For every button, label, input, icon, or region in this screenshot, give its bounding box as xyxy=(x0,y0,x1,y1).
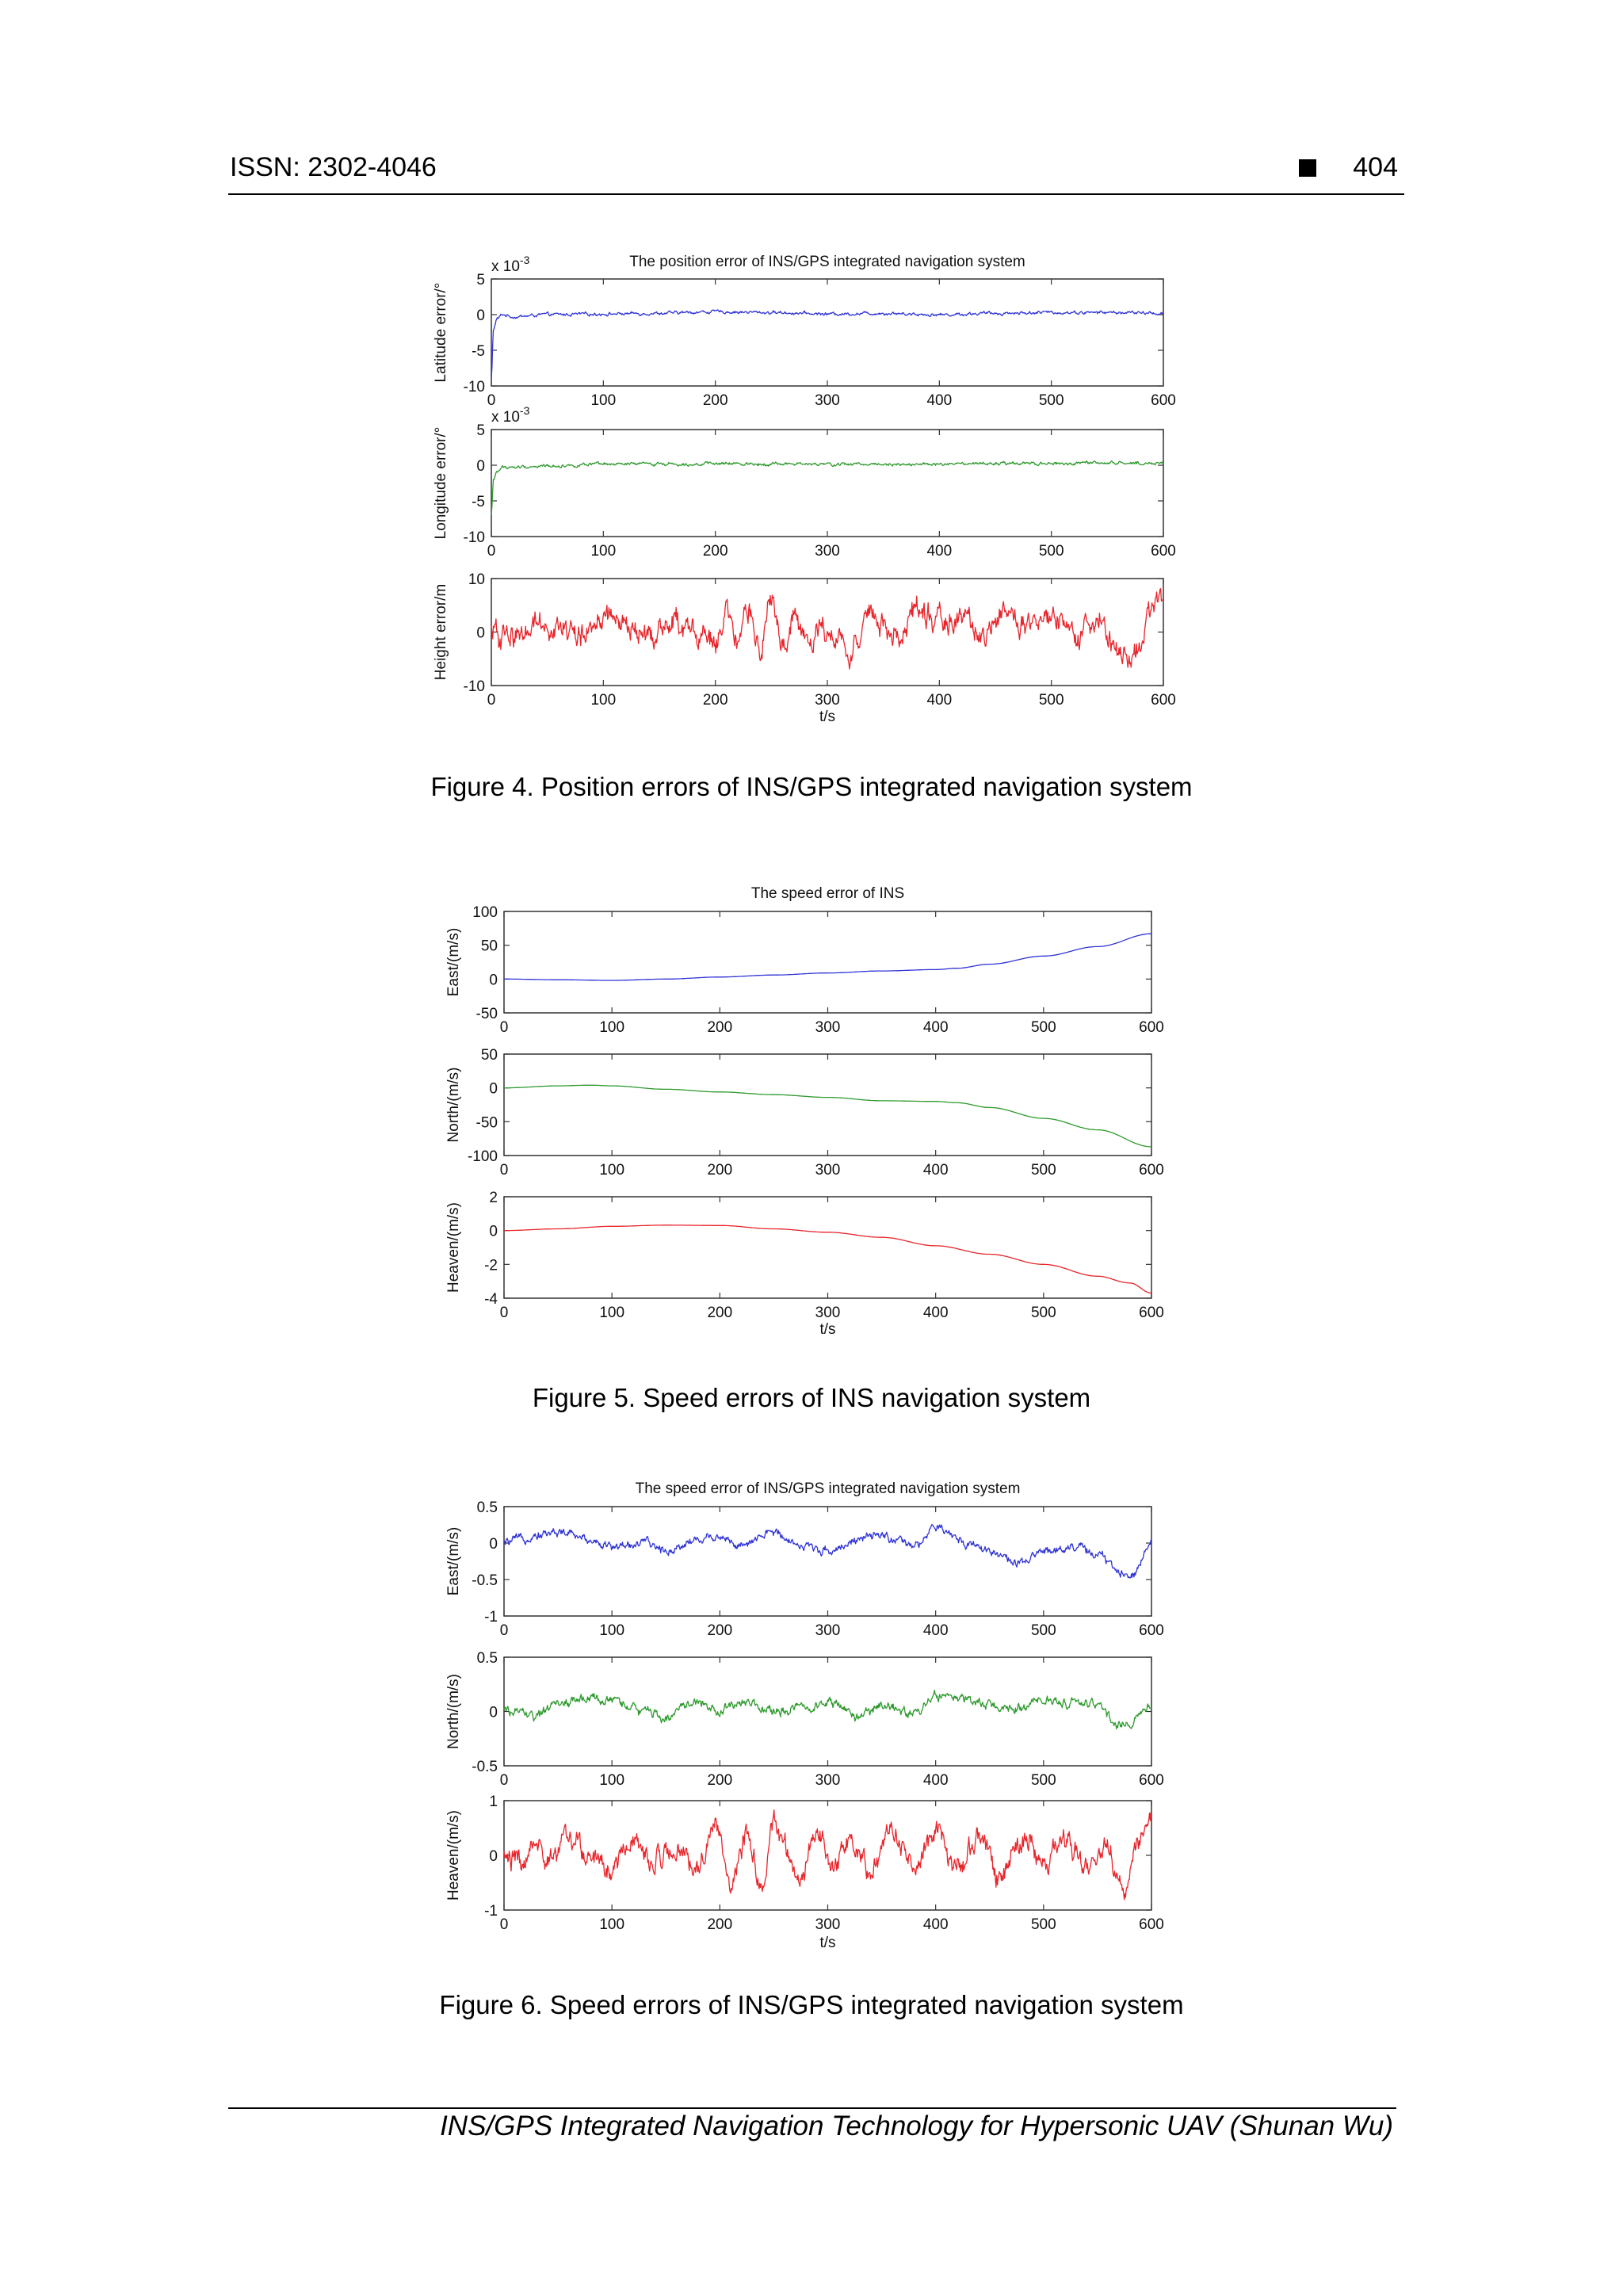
x-tick-label: 0 xyxy=(499,1622,509,1639)
x-tick-label: 100 xyxy=(599,1162,625,1179)
y-tick-label: -50 xyxy=(475,1114,498,1132)
page-number: 404 xyxy=(1353,152,1398,182)
x-tick-label: 500 xyxy=(1030,1772,1056,1789)
x-tick-label: 300 xyxy=(815,543,840,560)
axes-frame xyxy=(504,1507,1151,1616)
x-tick-label: 100 xyxy=(599,1772,625,1789)
x-tick-label: 500 xyxy=(1030,1622,1056,1639)
y-tick-label: -4 xyxy=(484,1291,498,1308)
x-tick-label: 500 xyxy=(1030,1916,1056,1933)
x-tick-label: 500 xyxy=(1038,692,1064,709)
y-axis-title: East/(m/s) xyxy=(445,927,462,997)
x-tick-label: 0 xyxy=(499,1305,509,1321)
x-tick-label: 100 xyxy=(590,692,617,709)
x-tick-label: 0 xyxy=(487,392,496,409)
x-tick-label: 600 xyxy=(1139,1916,1164,1933)
x-tick-label: 0 xyxy=(499,1019,509,1036)
x-tick-label: 300 xyxy=(815,1916,841,1933)
x-tick-label: 500 xyxy=(1030,1019,1056,1036)
y-tick-label: 50 xyxy=(480,938,498,955)
y-tick-label: -5 xyxy=(472,494,485,510)
x-tick-label: 200 xyxy=(707,1916,733,1933)
x-tick-label: 600 xyxy=(1151,543,1176,560)
x-tick-label: 400 xyxy=(922,1162,949,1179)
x-tick-label: 500 xyxy=(1030,1162,1056,1179)
axes-frame xyxy=(491,430,1163,537)
y-tick-label: -1 xyxy=(484,1609,498,1626)
scale-exponent-label: x $10^{-3}$ xyxy=(491,254,530,275)
y-tick-label: 2 xyxy=(489,1190,498,1206)
y-tick-label: 10 xyxy=(468,571,485,588)
y-axis-title: Longitude error/° xyxy=(433,426,449,540)
x-tick-label: 300 xyxy=(815,1622,841,1639)
chart-title: The position error of INS/GPS integrated navigation system xyxy=(629,254,1025,270)
axes-frame xyxy=(504,1054,1151,1156)
square-bullet-icon xyxy=(1299,159,1316,177)
x-tick-label: 600 xyxy=(1151,392,1176,409)
y-tick-label: 100 xyxy=(472,904,498,921)
x-tick-label: 300 xyxy=(815,1019,841,1036)
x-tick-label: 600 xyxy=(1139,1622,1164,1639)
journal-issn: ISSN: 2302-4046 xyxy=(230,152,437,182)
x-tick-label: 300 xyxy=(815,1772,841,1789)
y-tick-label: 0 xyxy=(489,1223,498,1240)
x-tick-label: 500 xyxy=(1038,543,1064,560)
x-tick-label: 100 xyxy=(599,1019,625,1036)
series-line-longitude-error xyxy=(491,461,1163,515)
y-tick-label: -2 xyxy=(484,1257,498,1274)
x-tick-label: 600 xyxy=(1139,1305,1164,1321)
series-line-north xyxy=(504,1085,1151,1147)
figure-4-caption: Figure 4. Position errors of INS/GPS integrated navigation system xyxy=(430,772,1193,801)
y-tick-label: 0 xyxy=(489,1080,498,1098)
y-tick-label: 0 xyxy=(489,1848,498,1865)
x-tick-label: 100 xyxy=(590,543,617,560)
y-tick-label: 0.5 xyxy=(476,1650,498,1667)
y-tick-label: -50 xyxy=(475,1006,498,1022)
chart-title: The speed error of INS/GPS integrated navigation system xyxy=(635,1480,1021,1497)
x-tick-label: 600 xyxy=(1139,1019,1164,1036)
x-tick-label: 200 xyxy=(702,543,728,560)
x-tick-label: 200 xyxy=(707,1162,733,1179)
x-axis-title: t/s xyxy=(819,1321,836,1338)
running-title: INS/GPS Integrated Navigation Technology for Hypersonic UAV (Shunan Wu) xyxy=(440,2111,1393,2141)
series-line-north xyxy=(504,1690,1151,1729)
y-tick-label: -10 xyxy=(463,529,485,546)
y-tick-label: 0 xyxy=(489,972,498,989)
y-tick-label: -100 xyxy=(467,1148,498,1165)
figure-6-caption: Figure 6. Speed errors of INS/GPS integrated navigation system xyxy=(439,1990,1184,2019)
page-header xyxy=(230,152,1403,192)
axes-frame xyxy=(504,1657,1151,1766)
y-tick-label: -5 xyxy=(472,343,485,360)
series-line-latitude-error xyxy=(491,310,1163,379)
y-tick-label: 5 xyxy=(476,422,485,439)
y-tick-label: 5 xyxy=(476,272,485,288)
y-tick-label: 0 xyxy=(489,1536,498,1553)
series-line-height-error xyxy=(491,589,1163,669)
y-axis-title: North/(m/s) xyxy=(445,1067,462,1143)
x-tick-label: 100 xyxy=(599,1305,625,1321)
x-tick-label: 300 xyxy=(815,392,840,409)
y-axis-title: Heaven/(m/s) xyxy=(445,1809,462,1901)
x-tick-label: 200 xyxy=(702,692,728,709)
x-tick-label: 500 xyxy=(1038,392,1064,409)
x-tick-label: 400 xyxy=(926,692,953,709)
axes-frame xyxy=(504,1197,1151,1298)
series-line-heaven xyxy=(504,1810,1151,1900)
series-line-heaven xyxy=(504,1225,1151,1293)
x-tick-label: 400 xyxy=(922,1019,949,1036)
y-tick-label: -10 xyxy=(463,379,485,395)
y-tick-label: 50 xyxy=(480,1047,498,1064)
footer-rule xyxy=(228,2107,1396,2109)
x-tick-label: 300 xyxy=(815,1162,841,1179)
scale-exponent-label: x $10^{-3}$ xyxy=(491,404,530,426)
x-tick-label: 200 xyxy=(702,392,728,409)
y-tick-label: -10 xyxy=(463,678,485,695)
y-tick-label: 0 xyxy=(476,308,485,324)
y-tick-label: 0.5 xyxy=(476,1499,498,1516)
x-tick-label: 0 xyxy=(499,1772,509,1789)
x-tick-label: 600 xyxy=(1139,1162,1164,1179)
x-tick-label: 300 xyxy=(815,692,840,709)
y-axis-title: Latitude error/° xyxy=(433,282,449,383)
x-tick-label: 200 xyxy=(707,1305,733,1321)
x-tick-label: 400 xyxy=(926,543,953,560)
figure-6-ins-gps-speed-errors xyxy=(0,1466,1623,1973)
y-tick-label: 1 xyxy=(489,1794,498,1810)
x-tick-label: 200 xyxy=(707,1772,733,1789)
figure-5-ins-speed-errors xyxy=(0,872,1623,1347)
y-tick-label: 0 xyxy=(489,1704,498,1721)
x-tick-label: 200 xyxy=(707,1622,733,1639)
figure-4-position-errors xyxy=(0,238,1623,745)
series-line-east xyxy=(504,934,1151,980)
y-axis-title: North/(m/s) xyxy=(445,1674,462,1749)
x-tick-label: 600 xyxy=(1151,692,1176,709)
x-tick-label: 400 xyxy=(922,1305,949,1321)
x-tick-label: 0 xyxy=(499,1916,509,1933)
x-tick-label: 300 xyxy=(815,1305,841,1321)
x-tick-label: 600 xyxy=(1139,1772,1164,1789)
y-axis-title: Heaven/(m/s) xyxy=(445,1201,462,1293)
series-line-east xyxy=(504,1525,1151,1578)
figure-5-caption: Figure 5. Speed errors of INS navigation system xyxy=(532,1383,1091,1412)
x-tick-label: 400 xyxy=(926,392,953,409)
chart-title: The speed error of INS xyxy=(750,885,905,902)
x-tick-label: 0 xyxy=(487,692,496,709)
x-tick-label: 200 xyxy=(707,1019,733,1036)
y-tick-label: -1 xyxy=(484,1903,498,1920)
header-rule xyxy=(228,193,1404,195)
y-tick-label: -0.5 xyxy=(472,1572,498,1589)
y-tick-label: 0 xyxy=(476,458,485,475)
x-tick-label: 400 xyxy=(922,1772,949,1789)
x-tick-label: 100 xyxy=(599,1622,625,1639)
y-axis-title: Height error/m xyxy=(433,583,449,681)
x-tick-label: 500 xyxy=(1030,1305,1056,1321)
y-tick-label: 0 xyxy=(476,625,485,642)
x-tick-label: 100 xyxy=(590,392,617,409)
axes-frame xyxy=(504,911,1151,1013)
x-axis-title: t/s xyxy=(819,709,836,725)
axes-frame xyxy=(491,279,1163,386)
x-tick-label: 0 xyxy=(499,1162,509,1179)
y-axis-title: East/(m/s) xyxy=(445,1526,462,1596)
x-tick-label: 400 xyxy=(922,1916,949,1933)
x-tick-label: 400 xyxy=(922,1622,949,1639)
x-tick-label: 0 xyxy=(487,543,496,560)
x-tick-label: 100 xyxy=(599,1916,625,1933)
x-axis-title: t/s xyxy=(819,1935,836,1951)
y-tick-label: -0.5 xyxy=(472,1759,498,1775)
